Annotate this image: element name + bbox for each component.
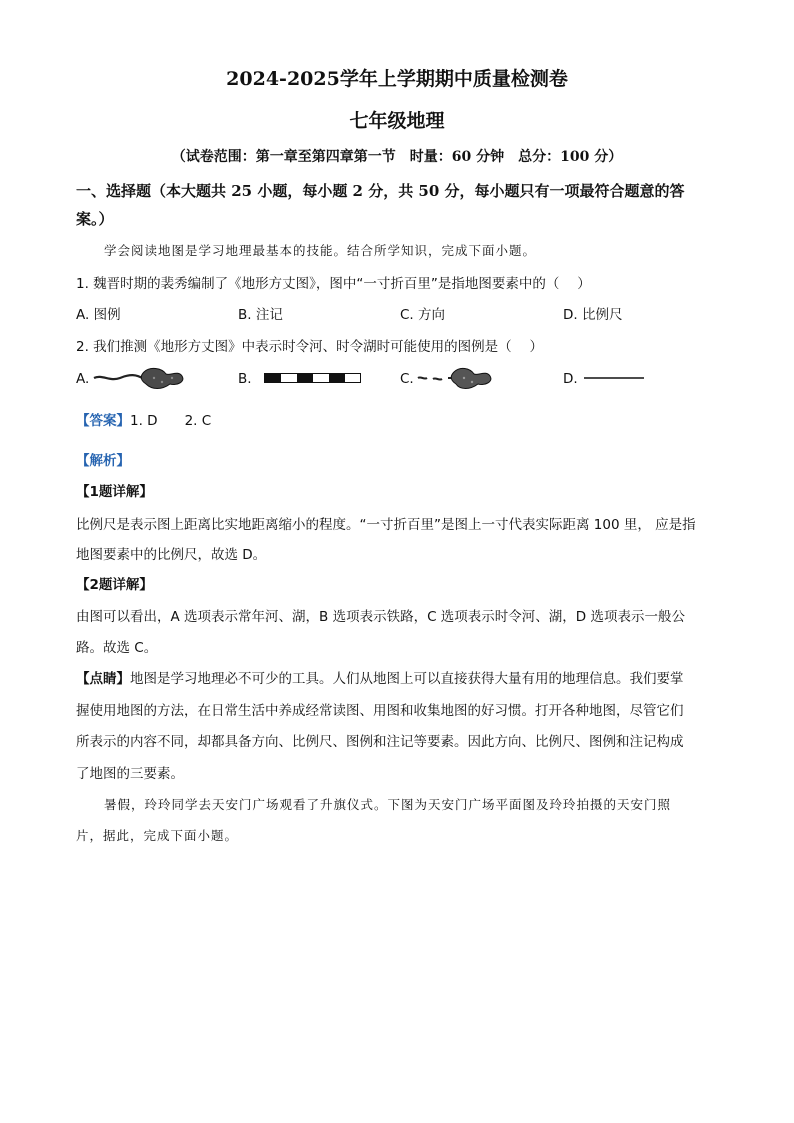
exam-scope: （试卷范围：第一章至第四章第一节 时量：60 分钟 总分：100 分） xyxy=(171,149,623,165)
q2-option-a-label: A. xyxy=(76,371,90,387)
perennial-river-lake-symbol xyxy=(92,364,188,392)
tip-line4: 了地图的三要素。 xyxy=(76,766,184,782)
exam-title: 2024-2025学年上学期期中质量检测卷 xyxy=(226,68,568,90)
q1-option-d: D. 比例尺 xyxy=(563,307,623,323)
q2-option-d-label: D. xyxy=(563,371,578,387)
tip-line1 xyxy=(76,667,684,687)
section-heading-line1: 一、选择题（本大题共 25 小题，每小题 2 分，共 50 分，每小题只有一项最符合题意的答 xyxy=(76,182,685,200)
detail-1-line2: 地图要素中的比例尺，故选 D。 xyxy=(76,547,267,563)
q2-option-b-label: B. xyxy=(238,371,252,387)
q2-option-c-label: C. xyxy=(400,371,414,387)
analysis-label: 【解析】 xyxy=(76,453,130,469)
answer-text: 1. D 2. C xyxy=(130,413,212,429)
detail-2-label: 【2题详解】 xyxy=(76,577,153,593)
railway-symbol xyxy=(264,372,362,384)
q1-option-a: A. 图例 xyxy=(76,307,121,323)
detail-2-line1: 由图可以看出，A 选项表示常年河、湖，B 选项表示铁路，C 选项表示时令河、湖，D 选项表示一般公 xyxy=(76,609,685,625)
answer-label: 【答案】 xyxy=(76,413,130,429)
tip-text-line1: 地图是学习地理必不可少的工具。人们从地图上可以直接获得大量有用的地理信息。我们要掌 xyxy=(130,671,684,687)
exam-subtitle: 七年级地理 xyxy=(349,110,445,132)
detail-1-line1: 比例尺是表示图上距离比实地距离缩小的程度。“一寸折百里”是图上一寸代表实际距离 100 里， 应是指 xyxy=(76,517,696,533)
detail-2-line2: 路。故选 C。 xyxy=(76,640,158,656)
seasonal-river-lake-symbol xyxy=(416,364,496,392)
q1-option-c: C. 方向 xyxy=(400,307,446,323)
question-group-intro: 学会阅读地图是学习地理最基本的技能。结合所学知识，完成下面小题。 xyxy=(104,243,537,258)
question-1-stem: 1. 魏晋时期的裴秀编制了《地形方丈图》，图中“一寸折百里”是指地图要素中的（ ） xyxy=(76,276,591,292)
tip-line2: 握使用地图的方法，在日常生活中养成经常读图、用图和收集地图的好习惯。打开各种地图，尽管它们 xyxy=(76,703,684,719)
detail-1-label: 【1题详解】 xyxy=(76,484,153,500)
question-group-intro-2-line1: 暑假，玲玲同学去天安门广场观看了升旗仪式。下图为天安门广场平面图及玲玲拍摄的天安门照 xyxy=(104,797,672,812)
general-road-symbol xyxy=(584,372,646,384)
q1-option-b: B. 注记 xyxy=(238,307,283,323)
answer-line xyxy=(76,409,211,429)
tip-label: 【点睛】 xyxy=(76,671,130,687)
question-group-intro-2-line2: 片，据此，完成下面小题。 xyxy=(76,828,239,843)
tip-line3: 所表示的内容不同，却都具备方向、比例尺、图例和注记等要素。因此方向、比例尺、图例和注记构成 xyxy=(76,734,684,750)
section-heading-line2: 案。） xyxy=(76,210,114,228)
question-2-stem: 2. 我们推测《地形方丈图》中表示时令河、时令湖时可能使用的图例是（ ） xyxy=(76,339,543,355)
